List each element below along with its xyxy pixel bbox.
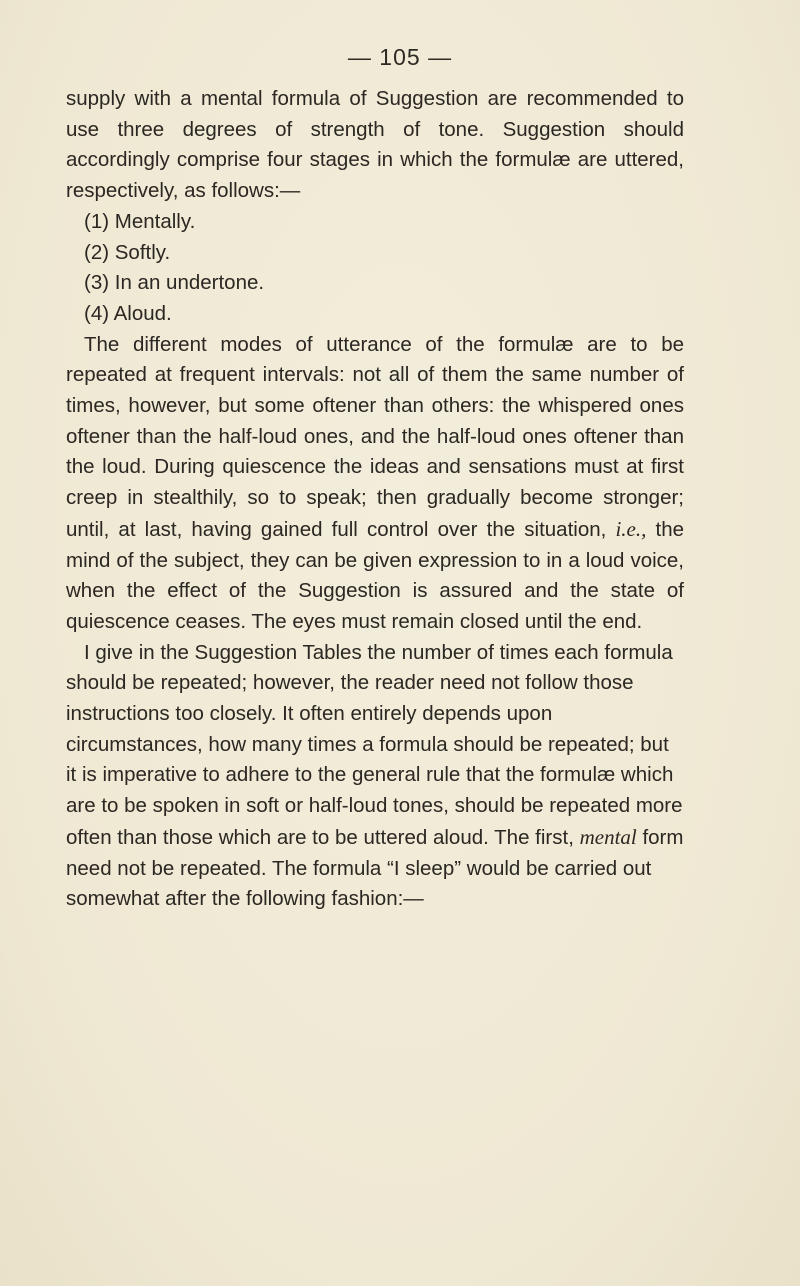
list-item-3: (3) In an undertone. [84,271,265,295]
list-item-1: (1) Mentally. [84,209,196,233]
paragraph-3-italic: mental [579,824,637,849]
page-body [66,84,684,915]
page-number: — 105 — [347,44,453,70]
paragraph-2-main: The different modes of utterance of the formulæ are to be repeated at frequent intervals: not all of them the same number of times, however, but some oftener than others: the whispered ones oftener than the half-loud ones, and the half-loud ones oftener than the loud. During quiescence the ideas and sensations must at first creep in stealthily, so to speak; then gradually become stronger; until, at last, having gained full control over the situation, [66,332,684,541]
list-item-4: (4) Aloud. [84,301,172,325]
list-item-2: (2) Softly. [84,240,171,264]
paragraph-3 [66,638,684,915]
paragraph-2-rest: the mind of the subject, they can be given expression to in a loud voice, when the effect of the Suggestion is assured and the state of quiescence ceases. The eyes must remain closed until the end. [66,517,684,633]
paragraph-2-italic: i.e., [615,516,647,541]
paragraph-3-main: I give in the Suggestion Tables the number of times each formula should be repeated; however, the reader need not follow those instructions too closely. It often entirely depends upon circumstances, how many times a formula should be repeated; but it is imperative to adhere to the general rule that the formulæ which are to be spoken in soft or half-loud tones, should be repeated more often than those which are to be uttered aloud. The first, [66,640,683,849]
paragraph-1: supply with a mental formula of Suggestion are recommended to use three degrees of strength of tone. Suggestion should accordingly comprise four stages in which the formulæ are uttered, respectively, as follows:— [66,87,684,203]
paragraph-2 [66,330,684,638]
paragraph-3-rest: form need not be repeated. The formula “I sleep” would be carried out somewhat after the following fashion:— [66,825,684,911]
